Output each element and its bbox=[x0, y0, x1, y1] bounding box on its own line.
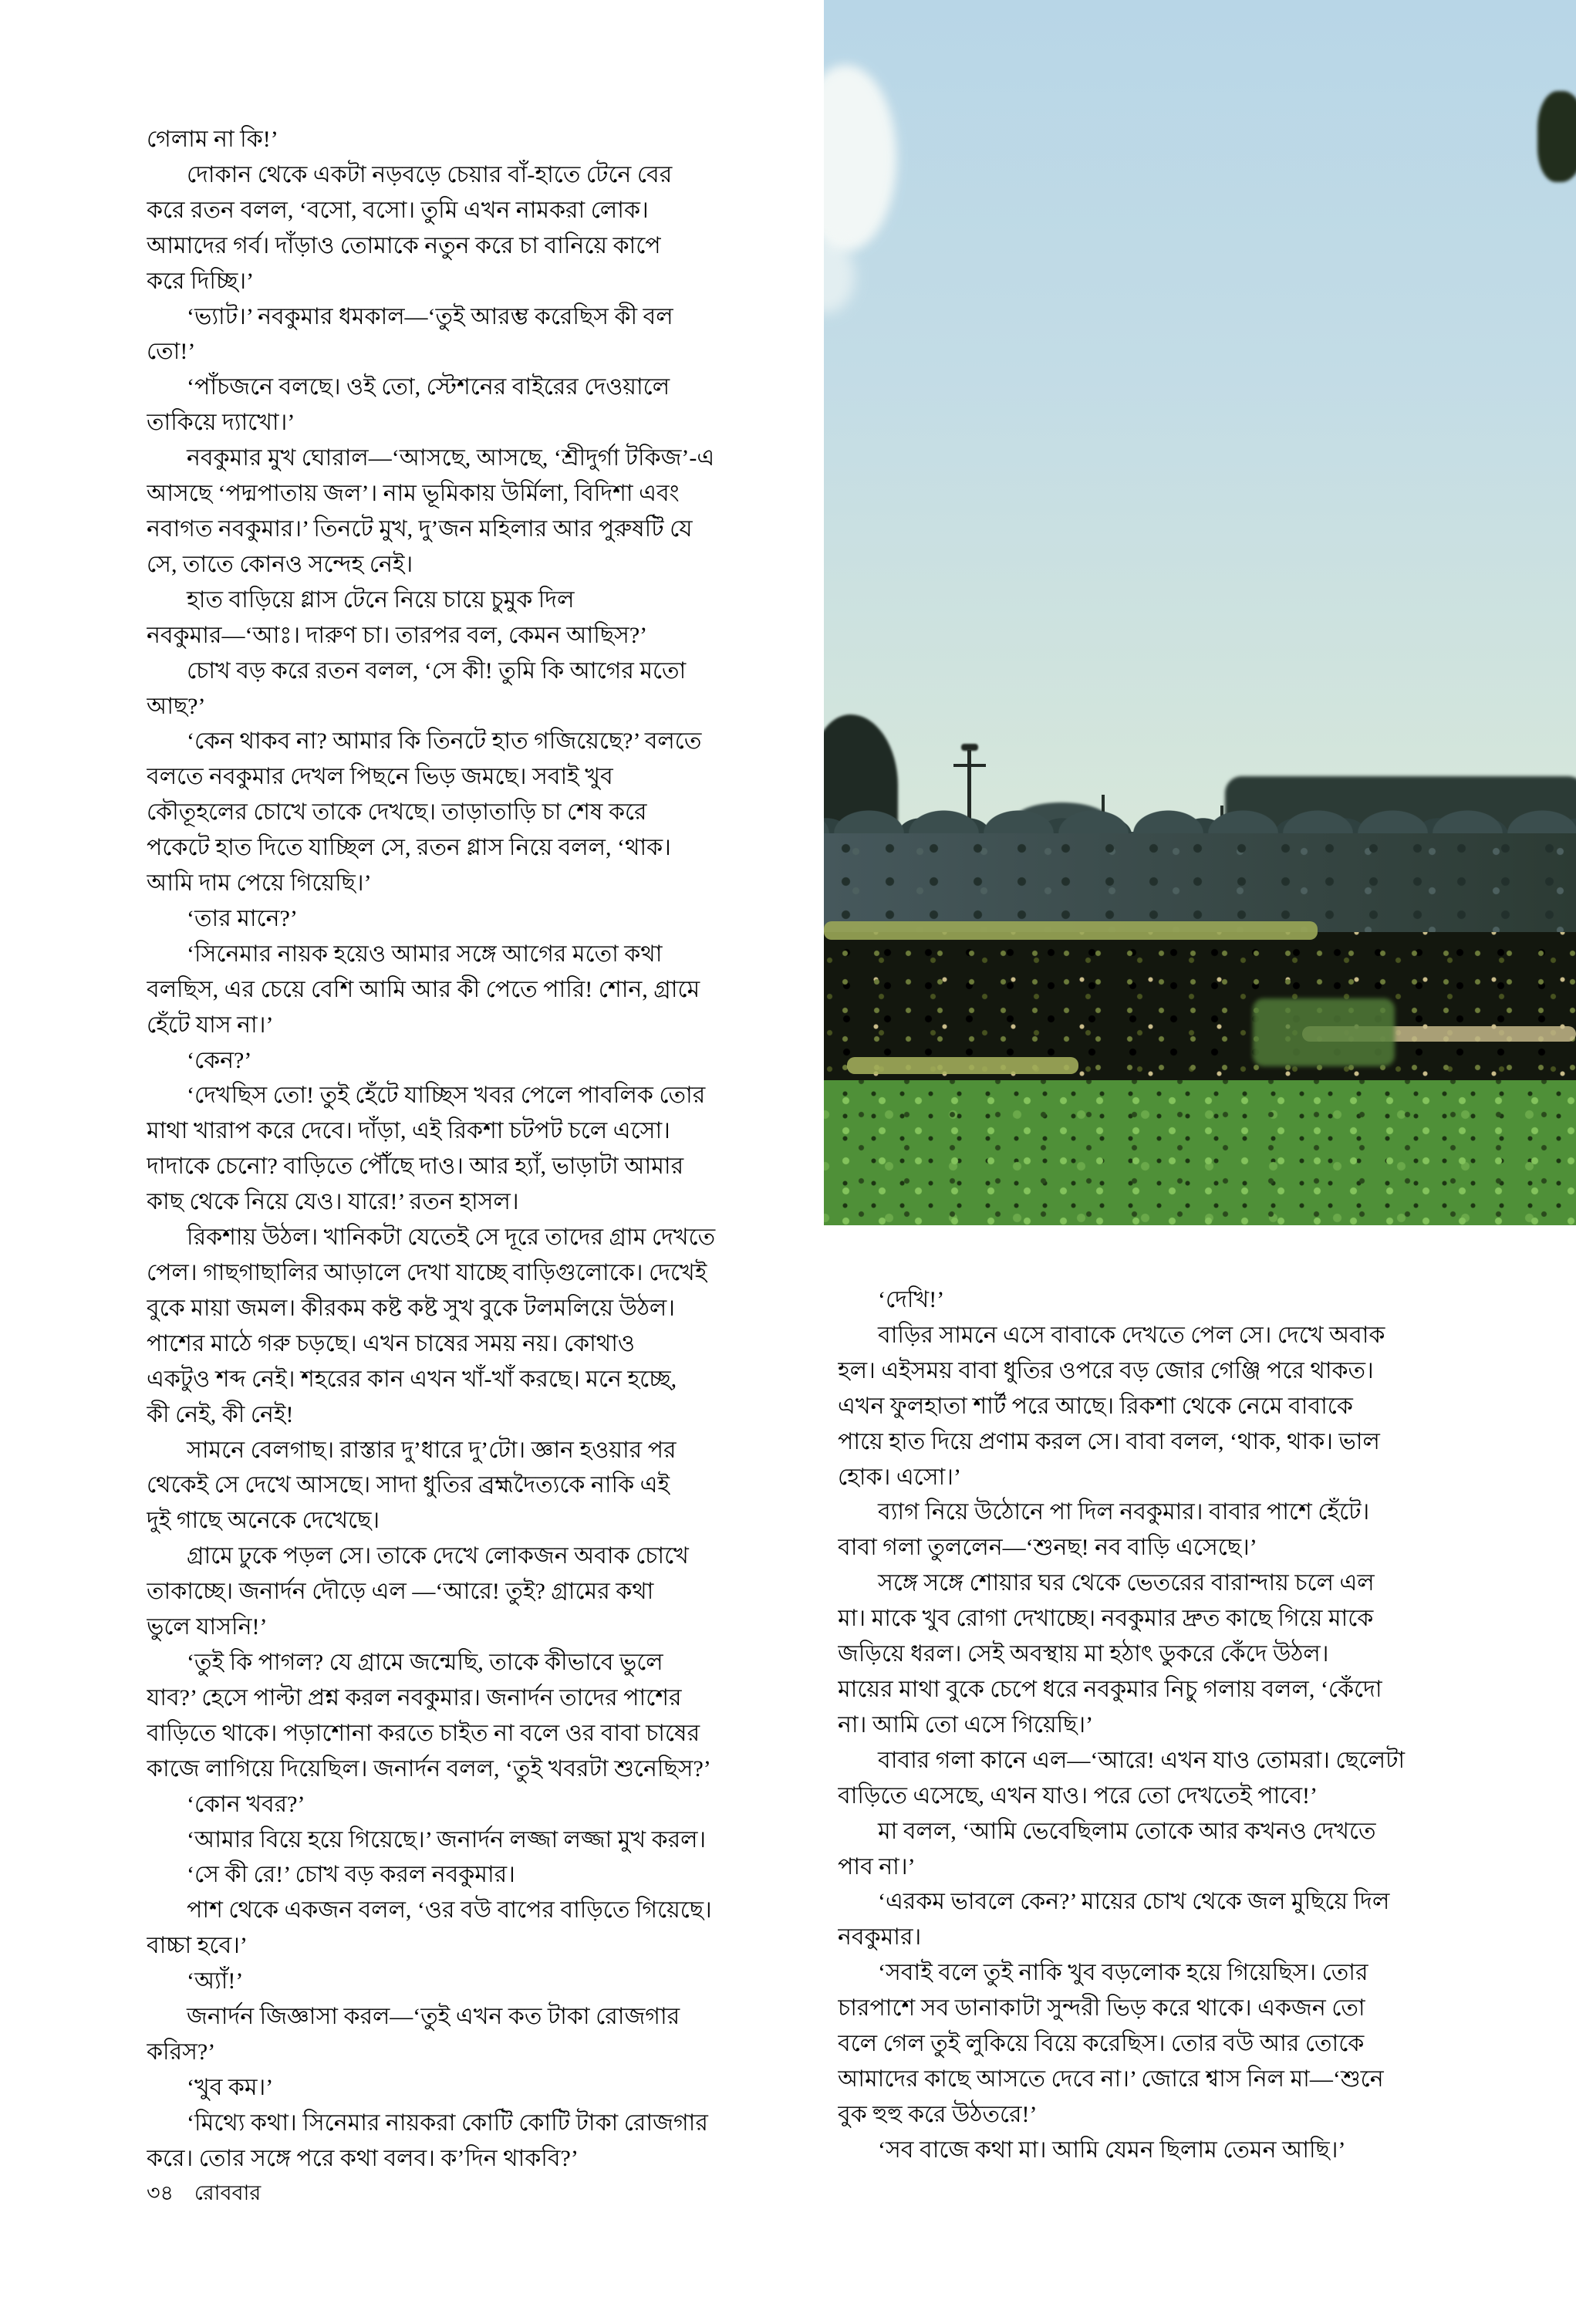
text-line: বাবা গলা তুললেন—‘শুনছ! নব বাড়ি এসেছে।’ bbox=[838, 1535, 1257, 1561]
text-line: তাকিয়ে দ্যাখো।’ bbox=[147, 410, 295, 436]
text-line: ‘এরকম ভাবলে কেন?’ মায়ের চোখ থেকে জল মুছিয়ে দিল bbox=[878, 1889, 1390, 1915]
text-line: ‘আমার বিয়ে হয়ে গিয়েছে।’ জনার্দন লজ্জা লজ্জা মুখ করল। bbox=[187, 1826, 707, 1853]
text-line: না। আমি তো এসে গিয়েছি।’ bbox=[838, 1711, 1094, 1738]
text-line: বলে গেল তুই লুকিয়ে বিয়ে করেছিস। তোর বউ আর তোকে bbox=[838, 2031, 1365, 2057]
text-line: বাচ্চা হবে।’ bbox=[147, 1933, 248, 1959]
text-line: দাদাকে চেনো? বাড়িতে পৌঁছে দাও। আর হ্যাঁ, ভাড়াটা আমার bbox=[147, 1154, 684, 1180]
text-line: ‘মিথ্যে কথা। সিনেমার নায়করা কোটি কোটি টাকা রোজগার bbox=[187, 2110, 708, 2136]
text-line: থেকেই সে দেখে আসছে। সাদা ধুতির ব্রহ্মদৈত্যকে নাকি এই bbox=[147, 1472, 670, 1498]
text-line: কাজে লাগিয়ে দিয়েছিল। জনার্দন বলল, ‘তুই খবরটা শুনেছিস?’ bbox=[147, 1755, 711, 1782]
text-line: বাড়িতে থাকে। পড়াশোনা করতে চাইত না বলে ওর বাবা চাষের bbox=[147, 1720, 700, 1746]
text-line: ‘সে কী রে!’ চোখ বড় করল নবকুমার। bbox=[187, 1862, 515, 1888]
text-line: জড়িয়ে ধরল। সেই অবস্থায় মা হঠাৎ ডুকরে কেঁদে উঠল। bbox=[838, 1641, 1329, 1667]
text-line: সামনে বেলগাছ। রাস্তার দু’ধারে দু’টো। জ্ঞান হওয়ার পর bbox=[187, 1437, 677, 1463]
grass-patch bbox=[1253, 998, 1395, 1066]
text-line: ‘সিনেমার নায়ক হয়েও আমার সঙ্গে আগের মতো কথা bbox=[187, 941, 663, 967]
text-line: পাব না।’ bbox=[838, 1853, 916, 1880]
text-line: বলছিস, এর চেয়ে বেশি আমি আর কী পেতে পারি! শোন, গ্রামে bbox=[147, 976, 700, 1002]
text-line: বুক হুহু করে উঠতরে!’ bbox=[838, 2101, 1038, 2127]
text-line: ‘ভ্যাট।’ নবকুমার ধমকাল—‘তুই আরম্ভ করেছিস কী বল bbox=[187, 303, 673, 329]
text-line: ‘কেন থাকব না? আমার কি তিনটে হাত গজিয়েছে?’ বলতে bbox=[187, 728, 702, 755]
text-line: ‘সবাই বলে তুই নাকি খুব বড়লোক হয়ে গিয়েছিস। তোর bbox=[878, 1960, 1368, 1986]
text-line: পেল। গাছগাছালির আড়ালে দেখা যাচ্ছে বাড়িগুলোকে। দেখেই bbox=[147, 1260, 707, 1285]
text-line: ‘দেখি!’ bbox=[878, 1287, 945, 1312]
text-line: মা। মাকে খুব রোগা দেখাচ্ছে। নবকুমার দ্রুত কাছে গিয়ে মাকে bbox=[838, 1606, 1374, 1632]
text-line: একটুও শব্দ নেই। শহরের কান এখন খাঁ-খাঁ করছে। মনে হচ্ছে, bbox=[147, 1366, 677, 1392]
text-line: পায়ে হাত দিয়ে প্রণাম করল সে। বাবা বলল, ‘থাক, থাক। ভাল bbox=[838, 1428, 1380, 1454]
text-line: বুকে মায়া জমল। কীরকম কষ্ট কষ্ট সুখ বুকে টলমলিয়ে উঠল। bbox=[147, 1295, 675, 1321]
text-line: ‘দেখছিস তো! তুই হেঁটে যাচ্ছিস খবর পেলে পাবলিক তোর bbox=[187, 1083, 706, 1109]
text-line: ‘তার মানে?’ bbox=[187, 905, 298, 931]
text-line: সে, তাতে কোনও সন্দেহ নেই। bbox=[147, 551, 413, 577]
text-line: রিকশায় উঠল। খানিকটা যেতেই সে দূরে তাদের গ্রাম দেখতে bbox=[187, 1224, 716, 1251]
text-line: হাত বাড়িয়ে গ্লাস টেনে নিয়ে চায়ে চুমুক দিল bbox=[187, 586, 575, 613]
text-line: বাড়িতে এসেছে, এখন যাও। পরে তো দেখতেই পাবে!’ bbox=[838, 1782, 1318, 1809]
utility-pole-crossarm bbox=[953, 764, 986, 767]
text-line: চোখ বড় করে রতন বলল, ‘সে কী! তুমি কি আগের মতো bbox=[187, 657, 687, 684]
text-line: নবকুমার। bbox=[838, 1924, 922, 1951]
text-line: পাশের মাঠে গরু চড়ছে। এখন চাষের সময় নয়। কোথাও bbox=[147, 1330, 636, 1356]
text-line: নবাগত নবকুমার।’ তিনটে মুখ, দু’জন মহিলার আর পুরুষটি যে bbox=[147, 515, 693, 542]
text-line: ব্যাগ নিয়ে উঠোনে পা দিল নবকুমার। বাবার পাশে হেঁটে। bbox=[878, 1499, 1370, 1525]
text-line: ‘অ্যাঁ!’ bbox=[187, 1968, 244, 1995]
text-line: নবকুমার মুখ ঘোরাল—‘আসছে, আসছে, ‘শ্রীদুর্গা টকিজ’-এ bbox=[187, 445, 715, 471]
overhanging-branch bbox=[1537, 91, 1576, 182]
text-line: হেঁটে যাস না।’ bbox=[147, 1012, 274, 1038]
grass-streak bbox=[824, 921, 1318, 940]
text-line: করে রতন বলল, ‘বসো, বসো। তুমি এখন নামকরা লোক। bbox=[147, 197, 649, 223]
text-line: বাবার গলা কানে এল—‘আরে! এখন যাও তোমরা। ছেলেটা bbox=[878, 1747, 1406, 1773]
text-line: ‘কেন?’ bbox=[187, 1047, 252, 1073]
text-line: বলতে নবকুমার দেখল পিছনে ভিড় জমছে। সবাই খুব bbox=[147, 764, 613, 790]
text-line: মা বলল, ‘আমি ভেবেছিলাম তোকে আর কখনও দেখতে bbox=[878, 1818, 1376, 1844]
text-line: ‘তুই কি পাগল? যে গ্রামে জন্মেছি, তাকে কীভাবে ভুলে bbox=[187, 1649, 663, 1675]
grass-streak bbox=[847, 1057, 1078, 1074]
text-line: গ্রামে ঢুকে পড়ল সে। তাকে দেখে লোকজন অবাক চোখে bbox=[187, 1543, 689, 1569]
utility-pole-top bbox=[961, 744, 978, 751]
text-line: নবকুমার—‘আঃ। দারুণ চা। তারপর বল, কেমন আছিস?’ bbox=[147, 622, 648, 648]
text-line: দুই গাছে অনেকে দেখেছে। bbox=[147, 1508, 380, 1534]
left-text-column bbox=[147, 122, 781, 2178]
text-line: জনার্দন জিজ্ঞাসা করল—‘তুই এখন কত টাকা রোজগার bbox=[187, 2004, 680, 2030]
text-line: গেলাম না কি!’ bbox=[147, 127, 278, 152]
text-line: কী নেই, কী নেই! bbox=[147, 1401, 294, 1427]
text-line: সঙ্গে সঙ্গে শোয়ার ঘর থেকে ভেতরের বারান্দায় চলে এল bbox=[878, 1570, 1375, 1596]
green-crop-field bbox=[824, 1080, 1576, 1225]
text-line: তাকাচ্ছে। জনার্দন দৌড়ে এল —‘আরে! তুই? গ্রামের কথা bbox=[147, 1579, 654, 1605]
treeline bbox=[824, 832, 1576, 934]
text-line: বাড়ির সামনে এসে বাবাকে দেখতে পেল সে। দেখে অবাক bbox=[878, 1322, 1385, 1348]
text-line: মাথা খারাপ করে দেবে। দাঁড়া, এই রিকশা চটপট চলে এসো। bbox=[147, 1118, 670, 1144]
text-line: হোক। এসো।’ bbox=[838, 1464, 961, 1490]
magazine-name: রোববার bbox=[194, 2181, 262, 2204]
village-field-photo bbox=[824, 0, 1576, 1225]
text-line: তো!’ bbox=[147, 339, 196, 365]
text-line: করিস?’ bbox=[147, 2039, 216, 2065]
text-line: আমাদের কাছে আসতে দেবে না।’ জোরে শ্বাস নিল মা—‘শুনে bbox=[838, 2066, 1384, 2092]
text-line: মায়ের মাথা বুকে চেপে ধরে নবকুমার নিচু গলায় বলল, ‘কেঁদো bbox=[838, 1676, 1382, 1702]
text-line: এখন ফুলহাতা শার্ট পরে আছে। রিকশা থেকে নেমে বাবাকে bbox=[838, 1393, 1353, 1419]
page-footer bbox=[147, 2177, 261, 2212]
text-line: পকেটে হাত দিতে যাচ্ছিল সে, রতন গ্লাস নিয়ে বলল, ‘থাক। bbox=[147, 835, 671, 861]
sky bbox=[824, 0, 1576, 837]
text-line: ভুলে যাসনি!’ bbox=[147, 1614, 268, 1640]
text-line: যাব?’ হেসে পাল্টা প্রশ্ন করল নবকুমার। জনার্দন তাদের পাশের bbox=[147, 1684, 682, 1711]
text-line: দোকান থেকে একটা নড়বড়ে চেয়ার বাঁ-হাতে টেনে বের bbox=[187, 161, 673, 187]
text-line: কাছ থেকে নিয়ে যেও। যারে!’ রতন হাসল। bbox=[147, 1189, 519, 1215]
text-line: কৌতূহলের চোখে তাকে দেখছে। তাড়াতাড়ি চা শেষ করে bbox=[147, 799, 647, 826]
text-line: আছ?’ bbox=[147, 693, 206, 719]
text-line: আমি দাম পেয়ে গিয়েছি।’ bbox=[147, 870, 372, 897]
text-line: ‘খুব কম।’ bbox=[187, 2074, 274, 2100]
text-line: আসছে ‘পদ্মপাতায় জল’। নাম ভূমিকায় উর্মিলা, বিদিশা এবং bbox=[147, 481, 680, 507]
text-line: আমাদের গর্ব। দাঁড়াও তোমাকে নতুন করে চা বানিয়ে কাপে bbox=[147, 232, 661, 258]
text-line: হল। এইসময় বাবা ধুতির ওপরে বড় জোর গেঞ্জি পরে থাকত। bbox=[838, 1357, 1374, 1383]
text-line: ‘সব বাজে কথা মা। আমি যেমন ছিলাম তেমন আছি।’ bbox=[878, 2137, 1346, 2163]
text-line: করে দিচ্ছি।’ bbox=[147, 268, 255, 294]
text-line: চারপাশে সব ডানাকাটা সুন্দরী ভিড় করে থাকে। একজন তো bbox=[838, 1995, 1365, 2022]
text-line: ‘কোন খবর?’ bbox=[187, 1791, 305, 1817]
page-number: ৩৪ bbox=[147, 2181, 174, 2204]
text-line: পাশ থেকে একজন বলল, ‘ওর বউ বাপের বাড়িতে গিয়েছে। bbox=[187, 1897, 712, 1924]
text-line: করে। তোর সঙ্গে পরে কথা বলব। ক’দিন থাকবি?’ bbox=[147, 2145, 579, 2171]
right-text-column bbox=[838, 1282, 1493, 2181]
text-line: ‘পাঁচজনে বলছে। ওই তো, স্টেশনের বাইরের দেওয়ালে bbox=[187, 374, 670, 400]
